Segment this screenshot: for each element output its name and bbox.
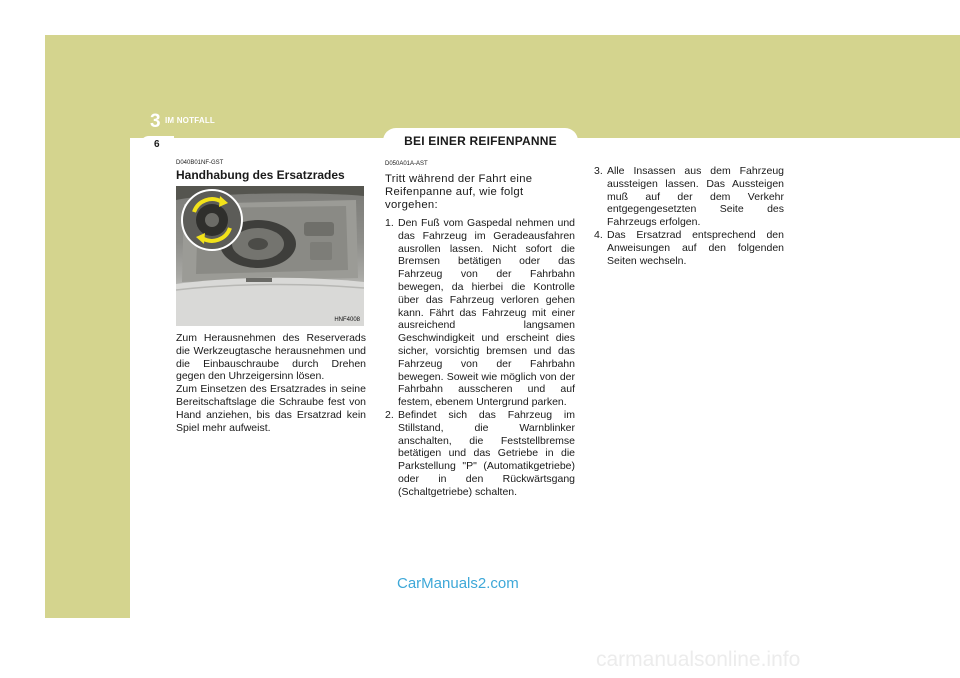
middle-column [385,161,575,499]
right-column [594,165,784,267]
left-column [176,160,366,434]
trunk-spare-wheel-illustration [176,186,364,326]
step-number: 2. [385,408,394,421]
paragraph: Zum Einsetzen des Ersatzrades in seine Bereitschaftslage die Schraube fest von Hand anziehen, bis das Ersatzrad kein Spiel mehr aufweist. [176,383,366,434]
section-code: D040B01NF-GST [176,160,224,166]
trunk-photo [176,186,364,326]
section-code: D050A01A-AST [385,161,428,167]
watermark-link[interactable]: CarManuals2.com [397,575,519,592]
chapter-number: 3 [150,111,161,132]
steps-list [594,165,784,267]
watermark-text: carmanualsonline.info [596,648,801,671]
step-text: Den Fuß vom Gaspedal nehmen und das Fahrzeug im Geradeausfahren ausrollen lassen. Nicht sofort die Bremsen betätigen oder das Fahrzeug von der Fahrbahn bewegen, da hierbei die Kontrolle über das Fahrzeug verloren gehen kann. Fährt das Fahrzeug mit einer ausreichend langsamen Geschwindigkeit und erscheint dies sicher, vorsichtig bremsen und das Fahrzeug von der Fahrbahn bewegen. Soweit wie möglich von der Fahrbahn ausscheren und auf festem, ebenem Untergrund parken. [398,217,575,409]
intro-text: Tritt während der Fahrt eine Reifenpanne auf, wie folgt vorgehen: [385,173,533,211]
section-heading: Handhabung des Ersatzrades [176,168,345,182]
step-text: Befindet sich das Fahrzeug im Stillstand, die Warnblinker anschalten, die Feststellbremse betätigen und das Getriebe in die Parkstellung "P" (Automatikgetriebe) oder in den Rückwärtsgang (Schaltgetriebe) schalten. [398,408,575,498]
step-text: Das Ersatzrad entsprechend den Anweisungen auf den folgenden Seiten wechseln. [607,228,784,267]
list-item [385,217,575,409]
image-code: HNF4008 [334,317,360,323]
step-number: 4. [594,228,603,241]
step-number: 3. [594,165,603,177]
list-item [594,165,784,229]
paragraph: Zum Herausnehmen des Reserverads die Werkzeugtasche herausnehmen und die Einbauschraube durch Drehen gegen den Uhrzeigersinn lösen. [176,332,366,383]
steps-list [385,217,575,499]
section-title: BEI EINER REIFENPANNE [383,128,578,154]
step-number: 1. [385,217,394,229]
step-text: Alle Insassen aus dem Fahrzeug aussteigen lassen. Das Aussteigen muß auf der dem Verkehr entgegengesetzten Seite des Fahrzeugs erfolgen. [607,165,784,229]
list-item [385,409,575,499]
list-item [594,229,784,267]
page-number: 6 [140,136,174,154]
chapter-title: IM NOTFALL [165,116,215,125]
